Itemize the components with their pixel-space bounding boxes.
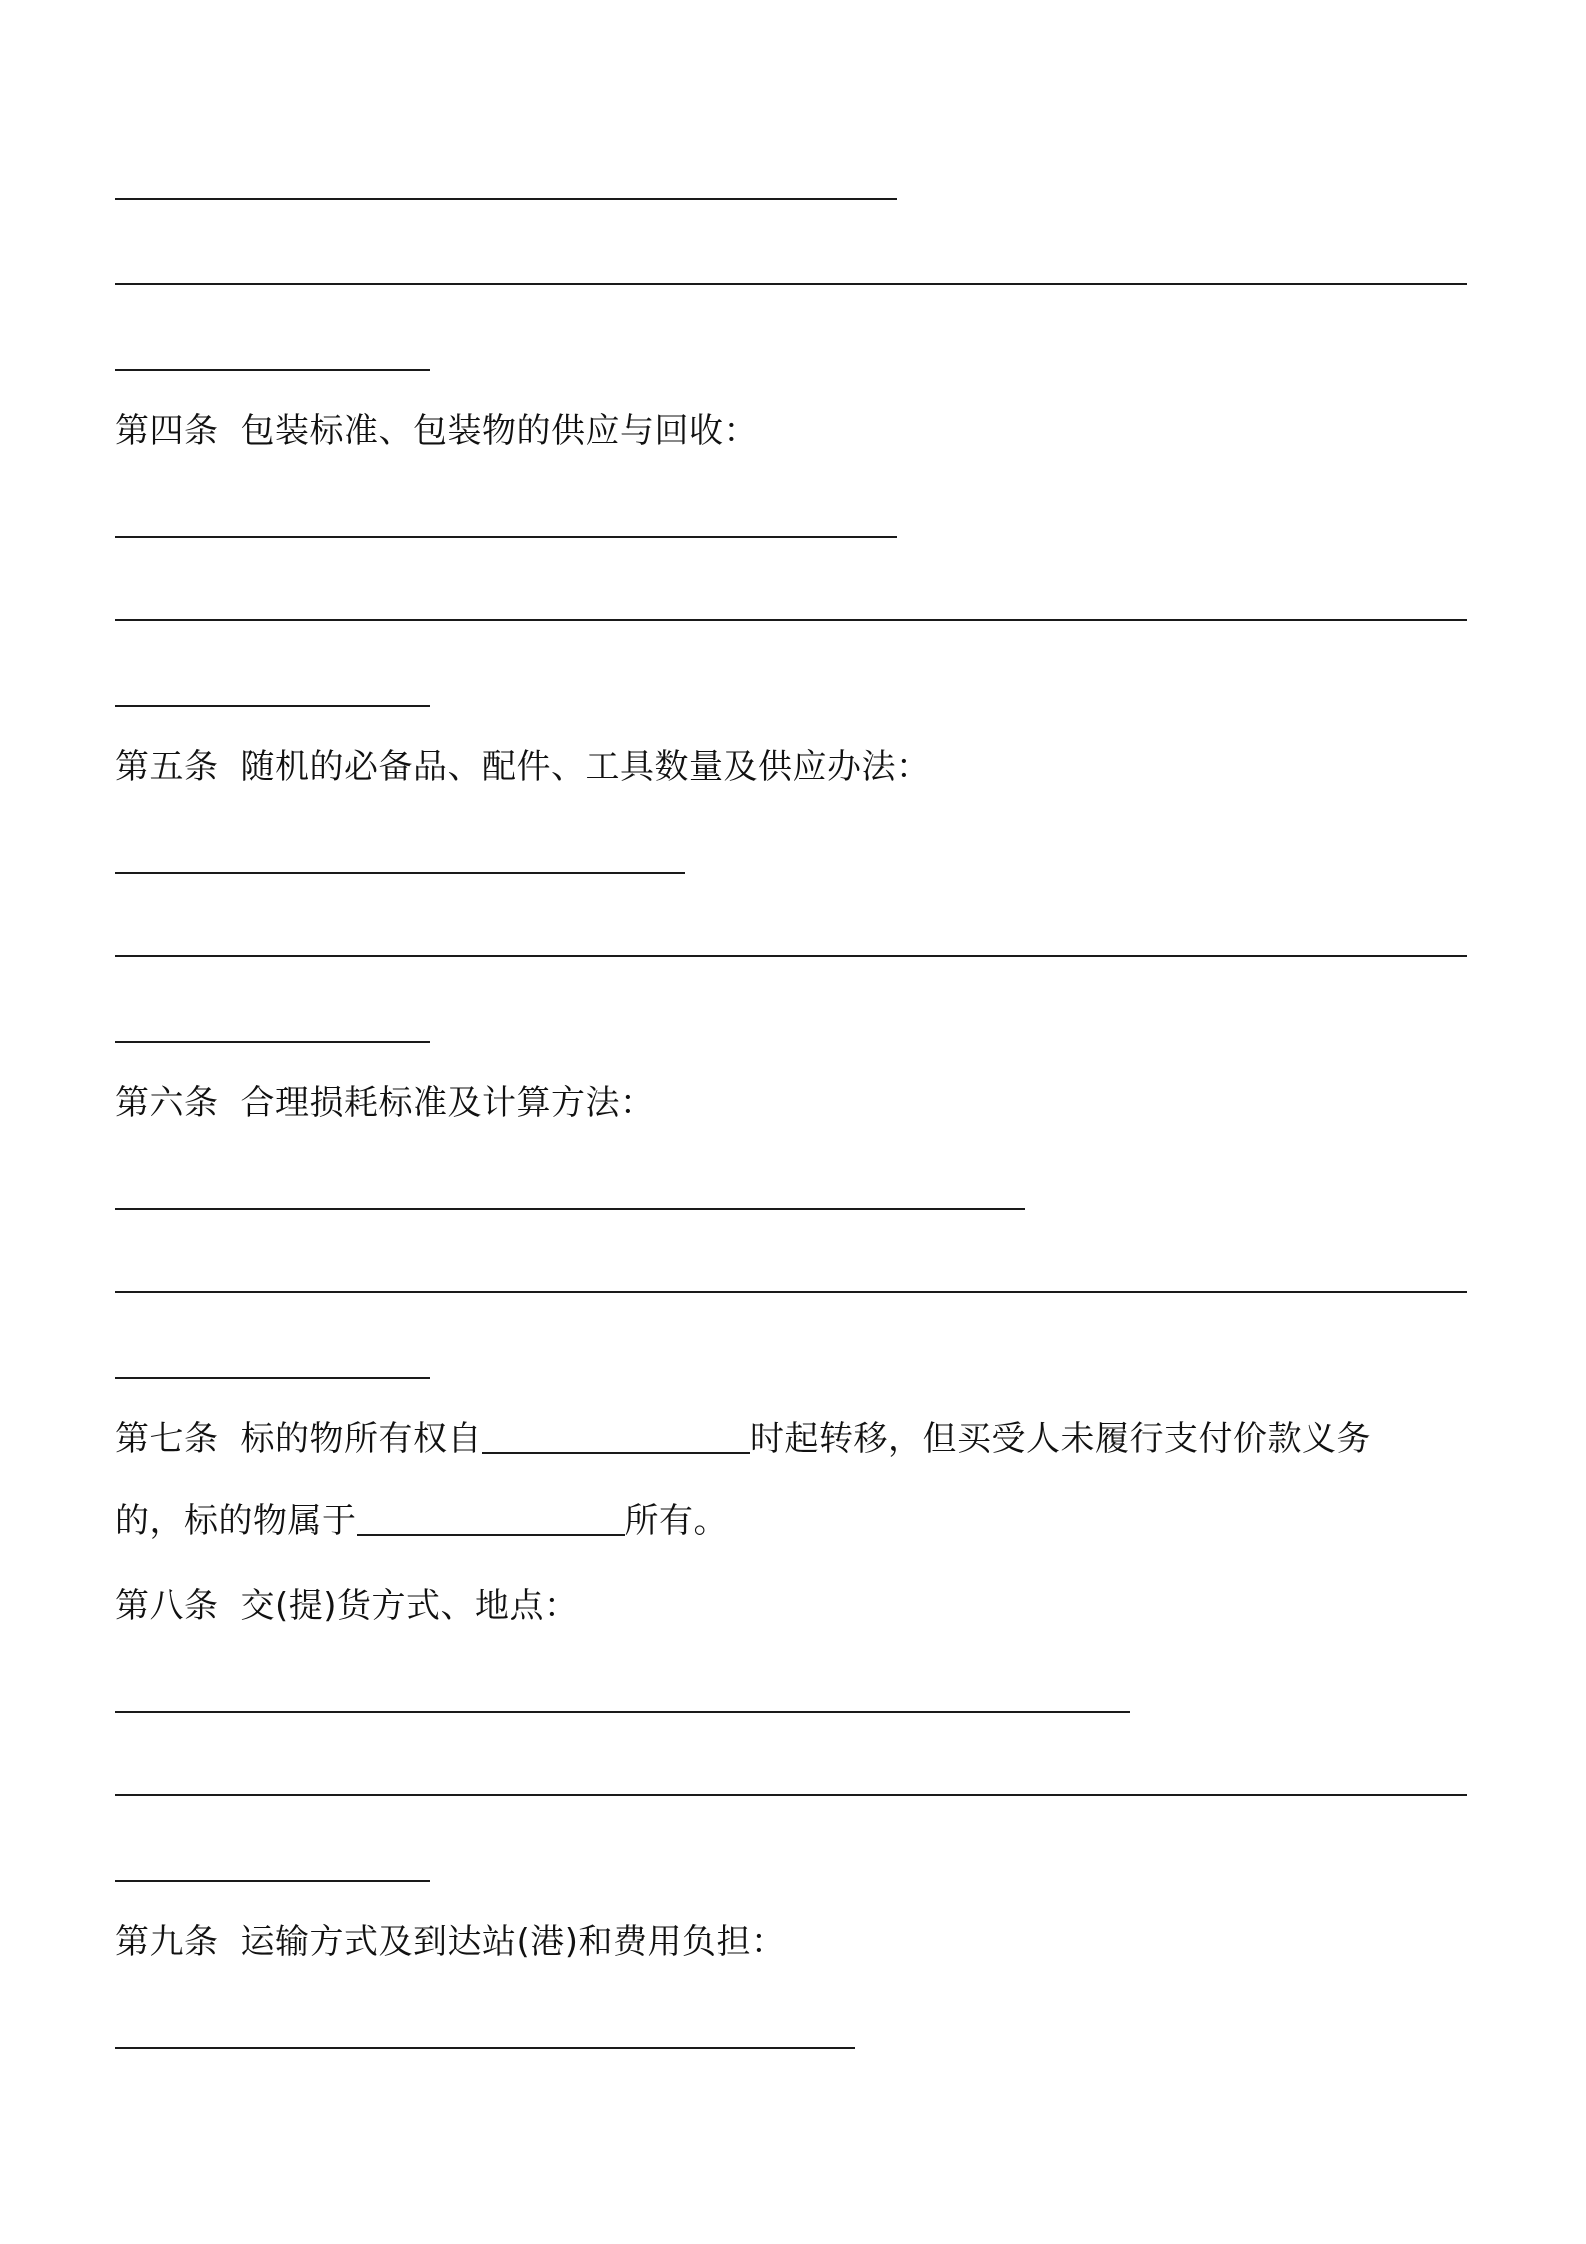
article-text: 的，标的物属于 [115,1501,357,1541]
article-title: 运输方式及到达站(港)和费用负担： [240,1922,786,1962]
blank-line[interactable] [115,1711,1130,1713]
article-6-heading [115,1080,655,1126]
blank-line[interactable] [115,619,1467,621]
article-4-heading [115,408,758,454]
article-8-heading [115,1583,579,1629]
article-title: 随机的必备品、配件、工具数量及供应办法： [240,747,931,787]
article-number: 第五条 [115,747,219,787]
blank-line[interactable] [115,2047,855,2049]
article-title: 合理损耗标准及计算方法： [240,1083,655,1123]
article-5-heading [115,744,931,790]
blank-line[interactable] [115,1377,430,1379]
blank-line[interactable] [115,1880,430,1882]
article-text: 所有。 [624,1501,728,1541]
ownership-transfer-blank[interactable] [482,1422,750,1454]
blank-line[interactable] [115,1041,430,1043]
ownership-owner-blank[interactable] [357,1504,625,1536]
article-text: 标的物所有权自 [240,1419,482,1459]
article-number: 第七条 [115,1419,219,1459]
article-9-heading [115,1919,786,1965]
article-title: 交(提)货方式、地点： [240,1586,579,1626]
blank-line[interactable] [115,1291,1467,1293]
blank-line[interactable] [115,198,897,200]
article-title: 包装标准、包装物的供应与回收： [240,411,758,451]
blank-line[interactable] [115,1208,1025,1210]
article-number: 第八条 [115,1586,219,1626]
blank-line[interactable] [115,1794,1467,1796]
article-number: 第九条 [115,1922,219,1962]
article-7-line-2 [115,1498,728,1544]
blank-line[interactable] [115,872,685,874]
blank-line[interactable] [115,536,897,538]
article-number: 第四条 [115,411,219,451]
article-text: 时起转移，但买受人未履行支付价款义务 [750,1419,1371,1459]
blank-line[interactable] [115,369,430,371]
article-7-line-1 [115,1416,1371,1462]
article-number: 第六条 [115,1083,219,1123]
blank-line[interactable] [115,283,1467,285]
blank-line[interactable] [115,955,1467,957]
blank-line[interactable] [115,705,430,707]
